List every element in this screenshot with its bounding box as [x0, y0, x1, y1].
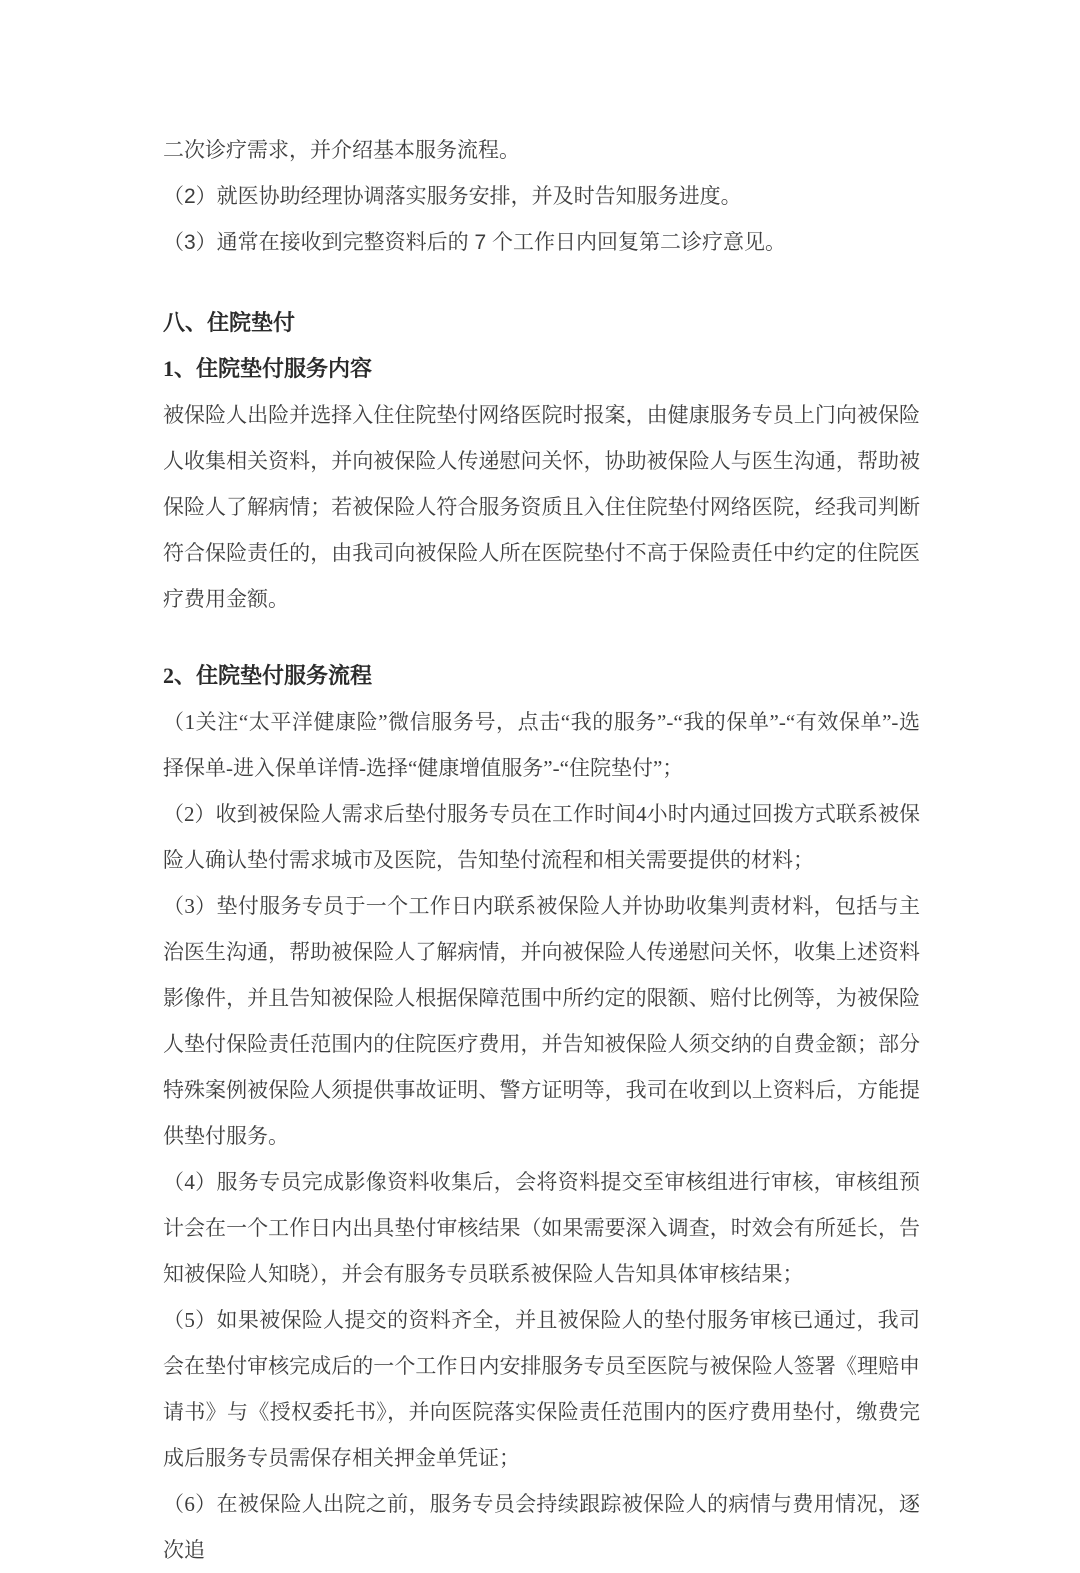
document-content: [163, 128, 920, 1573]
process-step-5: （5）如果被保险人提交的资料齐全，并且被保险人的垫付服务审核已通过，我司会在垫付审核完成后的一个工作日内安排服务专员至医院与被保险人签署《理赔申请书》与《授权委托书》，并向医院落实保险责任范围内的医疗费用垫付，缴费完成后服务专员需保存相关押金单凭证；: [163, 1308, 920, 1470]
list-item-2: （2）就医协助经理协调落实服务安排，并及时告知服务进度。: [163, 185, 742, 208]
process-step-4: （4）服务专员完成影像资料收集后，会将资料提交至审核组进行审核，审核组预计会在一个工作日内出具垫付审核结果（如果需要深入调查，时效会有所延长，告知被保险人知晓），并会有服务专员联系被保险人告知具体审核结果；: [163, 1170, 920, 1286]
process-step-6: （6）在被保险人出院之前，服务专员会持续跟踪被保险人的病情与费用情况，逐次追: [163, 1492, 920, 1562]
list-item-3: （3）通常在接收到完整资料后的 7 个工作日内回复第二诊疗意见。: [163, 231, 787, 254]
continuation-line: 二次诊疗需求，并介绍基本服务流程。: [163, 139, 520, 162]
subsection-1-heading-service-content: 1、住院垫付服务内容: [163, 356, 373, 381]
subsection-2-heading-service-process: 2、住院垫付服务流程: [163, 663, 373, 688]
process-step-1: （1关注“太平洋健康险”微信服务号，点击“我的服务”-“我的保单”-“有效保单”-选择保单-进入保单详情-选择“健康增值服务”-“住院垫付”；: [163, 710, 920, 780]
subsection-1-body: 被保险人出险并选择入住住院垫付网络医院时报案，由健康服务专员上门向被保险人收集相关资料，并向被保险人传递慰问关怀，协助被保险人与医生沟通，帮助被保险人了解病情；若被保险人符合服务资质且入住住院垫付网络医院，经我司判断符合保险责任的，由我司向被保险人所在医院垫付不高于保险责任中约定的住院医疗费用金额。: [163, 403, 920, 611]
process-step-2: （2）收到被保险人需求后垫付服务专员在工作时间4小时内通过回拨方式联系被保险人确认垫付需求城市及医院，告知垫付流程和相关需要提供的材料；: [163, 802, 920, 872]
process-step-3: （3）垫付服务专员于一个工作日内联系被保险人并协助收集判责材料，包括与主治医生沟通，帮助被保险人了解病情，并向被保险人传递慰问关怀，收集上述资料影像件，并且告知被保险人根据保障范围中所约定的限额、赔付比例等，为被保险人垫付保险责任范围内的住院医疗费用，并告知被保险人须交纳的自费金额；部分特殊案例被保险人须提供事故证明、警方证明等，我司在收到以上资料后，方能提供垫付服务。: [163, 894, 920, 1148]
section-heading-hospitalization-advance: 八、住院垫付: [163, 310, 296, 335]
